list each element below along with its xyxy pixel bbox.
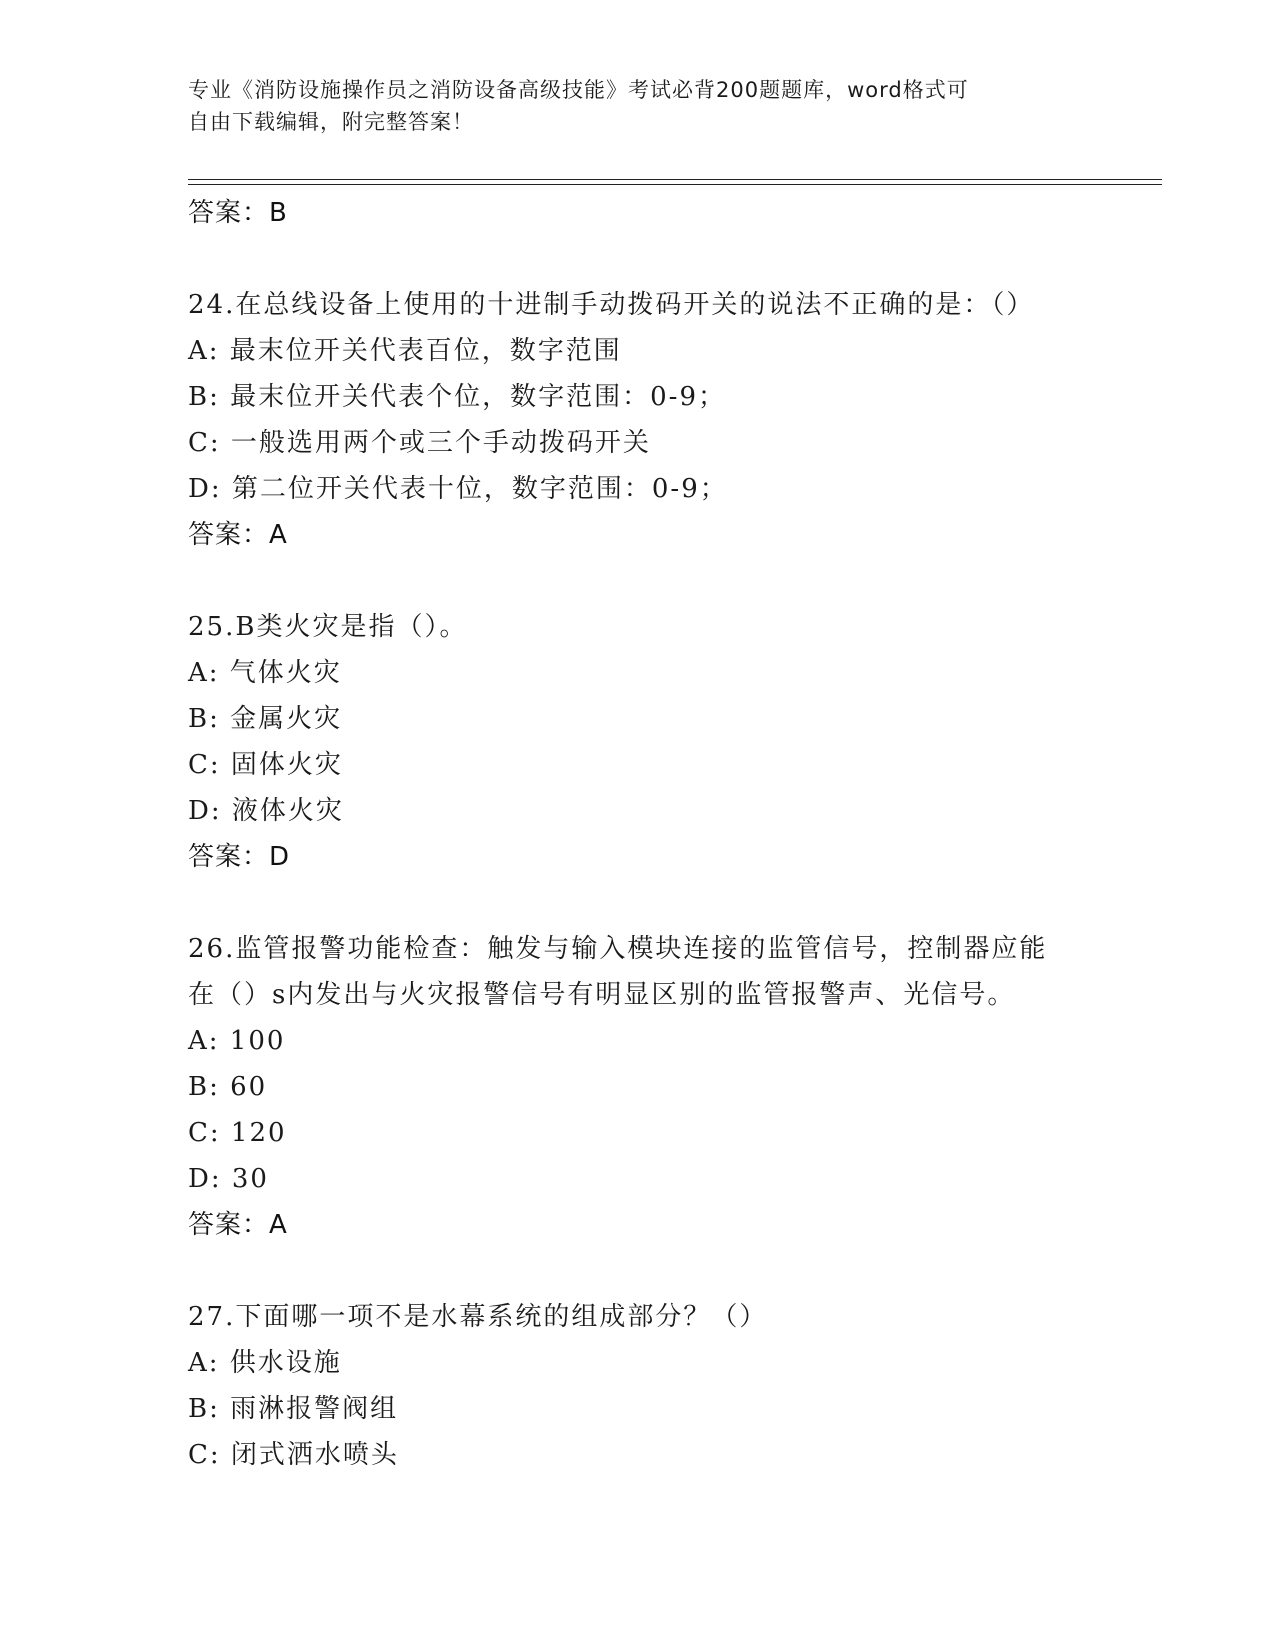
option-a: A: 最末位开关代表百位，数字范围: [188, 336, 622, 366]
answer-line: 答案：D: [188, 842, 291, 872]
question-item: [188, 282, 1148, 558]
header-line-1: 专业《消防设施操作员之消防设备高级技能》考试必背200题题库，word格式可: [188, 78, 969, 102]
option-b: B: 60: [188, 1072, 268, 1102]
option-c: C: 120: [188, 1118, 287, 1148]
header-divider-bottom: [188, 184, 1162, 185]
option-b: B: 雨淋报警阀组: [188, 1394, 399, 1424]
option-b: B: 金属火灾: [188, 704, 343, 734]
option-c: C: 一般选用两个或三个手动拨码开关: [188, 428, 651, 458]
option-a: A: 100: [188, 1026, 286, 1056]
option-b: B: 最末位开关代表个位，数字范围：0-9；: [188, 382, 727, 412]
answer-line: 答案：A: [188, 1210, 288, 1240]
question-item: [188, 604, 1148, 880]
spacer: [188, 558, 1148, 604]
spacer: [188, 880, 1148, 926]
option-c: C: 闭式洒水喷头: [188, 1440, 399, 1470]
option-c: C: 固体火灾: [188, 750, 343, 780]
question-list: [188, 190, 1148, 1478]
question-text: 26.监管报警功能检查：触发与输入模块连接的监管信号，控制器应能: [188, 934, 1048, 964]
question-text: 27.下面哪一项不是水幕系统的组成部分？（）: [188, 1302, 768, 1332]
question-item: [188, 926, 1148, 1248]
header-divider-top: [188, 179, 1162, 180]
question-text-continued: 在（）s内发出与火灾报警信号有明显区别的监管报警声、光信号。: [188, 980, 1016, 1010]
answer-line: 答案：B: [188, 198, 288, 228]
document-header: [188, 74, 1068, 138]
option-d: D: 第二位开关代表十位，数字范围：0-9；: [188, 474, 728, 504]
answer-line: 答案：A: [188, 520, 288, 550]
spacer: [188, 236, 1148, 282]
question-item: [188, 1294, 1148, 1478]
spacer: [188, 1248, 1148, 1294]
option-d: D: 30: [188, 1164, 269, 1194]
option-a: A: 供水设施: [188, 1348, 342, 1378]
question-text: 24.在总线设备上使用的十进制手动拨码开关的说法不正确的是：（）: [188, 290, 1035, 320]
header-line-2: 自由下载编辑，附完整答案！: [188, 110, 474, 134]
option-d: D: 液体火灾: [188, 796, 344, 826]
option-a: A: 气体火灾: [188, 658, 342, 688]
question-text: 25.B类火灾是指（）。: [188, 612, 468, 642]
